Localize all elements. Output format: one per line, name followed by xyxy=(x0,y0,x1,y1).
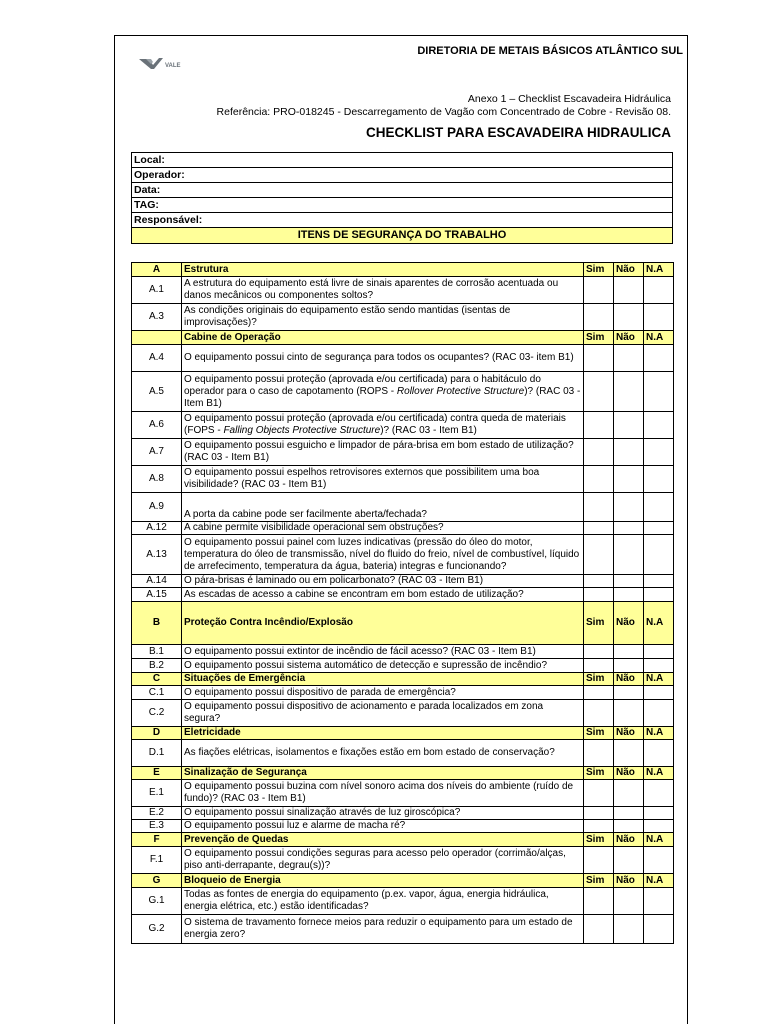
item-description: O equipamento possui buzina com nível sonoro acima dos níveis do ambiente (ruído de fundo)? (RAC 03 - Item B1) xyxy=(182,780,584,807)
item-code: C.2 xyxy=(132,700,182,727)
answer-cell-no[interactable] xyxy=(614,439,644,466)
section-title: Prevenção de Quedas xyxy=(182,833,584,847)
answer-header-no: Não xyxy=(614,833,644,847)
item-code: D xyxy=(132,727,182,740)
answer-header-na: N.A xyxy=(644,767,674,780)
item-description: As fiações elétricas, isolamentos e fixações estão em bom estado de conservação? xyxy=(182,740,584,767)
answer-cell-yes[interactable] xyxy=(584,277,614,304)
answer-cell-no[interactable] xyxy=(614,412,644,439)
answer-cell-na[interactable] xyxy=(644,740,674,767)
item-code: D.1 xyxy=(132,740,182,767)
answer-cell-yes[interactable] xyxy=(584,535,614,575)
item-code: E.1 xyxy=(132,780,182,807)
answer-cell-no[interactable] xyxy=(614,847,644,874)
checklist-row xyxy=(132,466,674,493)
answer-cell-no[interactable] xyxy=(614,686,644,700)
answer-header-na: N.A xyxy=(644,833,674,847)
answer-cell-na[interactable] xyxy=(644,659,674,673)
item-code xyxy=(132,331,182,345)
answer-header-na: N.A xyxy=(644,331,674,345)
section-header-row xyxy=(132,727,674,740)
answer-cell-yes[interactable] xyxy=(584,700,614,727)
item-description: O pára-brisas é laminado ou em policarbonato? (RAC 03 - Item B1) xyxy=(182,575,584,588)
section-header-row xyxy=(132,767,674,780)
item-code: G.2 xyxy=(132,915,182,944)
answer-cell-no[interactable] xyxy=(614,807,644,820)
answer-cell-yes[interactable] xyxy=(584,466,614,493)
answer-header-yes: Sim xyxy=(584,833,614,847)
checklist-row xyxy=(132,700,674,727)
answer-cell-no[interactable] xyxy=(614,304,644,331)
section-title: Cabine de Operação xyxy=(182,331,584,345)
item-code: A.6 xyxy=(132,412,182,439)
info-field-local[interactable]: Local: xyxy=(132,153,673,168)
info-field-operador[interactable]: Operador: xyxy=(132,168,673,183)
answer-cell-yes[interactable] xyxy=(584,645,614,659)
checklist-row xyxy=(132,888,674,915)
answer-cell-na[interactable] xyxy=(644,345,674,372)
item-code: A.13 xyxy=(132,535,182,575)
answer-cell-no[interactable] xyxy=(614,522,644,535)
item-code: A.12 xyxy=(132,522,182,535)
answer-cell-yes[interactable] xyxy=(584,575,614,588)
section-header-row xyxy=(132,833,674,847)
answer-cell-na[interactable] xyxy=(644,588,674,602)
section-title: Eletricidade xyxy=(182,727,584,740)
answer-cell-no[interactable] xyxy=(614,645,644,659)
answer-header-yes: Sim xyxy=(584,263,614,277)
answer-cell-na[interactable] xyxy=(644,780,674,807)
answer-cell-na[interactable] xyxy=(644,304,674,331)
item-code: A.3 xyxy=(132,304,182,331)
item-code: A.14 xyxy=(132,575,182,588)
item-description: O equipamento possui sinalização através de luz giroscópica? xyxy=(182,807,584,820)
item-code: A.5 xyxy=(132,372,182,412)
answer-cell-na[interactable] xyxy=(644,372,674,412)
checklist-row xyxy=(132,575,674,588)
info-field-responsavel[interactable]: Responsável: xyxy=(132,213,673,228)
checklist-table xyxy=(131,262,674,944)
item-description: A porta da cabine pode ser facilmente aberta/fechada? xyxy=(182,493,584,522)
section-header-row xyxy=(132,874,674,888)
answer-cell-yes[interactable] xyxy=(584,807,614,820)
checklist-row xyxy=(132,659,674,673)
answer-cell-no[interactable] xyxy=(614,588,644,602)
checklist-row xyxy=(132,645,674,659)
answer-cell-yes[interactable] xyxy=(584,915,614,944)
answer-header-na: N.A xyxy=(644,602,674,645)
item-description: O equipamento possui cinto de segurança para todos os ocupantes? (RAC 03- item B1) xyxy=(182,345,584,372)
answer-header-yes: Sim xyxy=(584,767,614,780)
answer-header-yes: Sim xyxy=(584,727,614,740)
answer-header-no: Não xyxy=(614,874,644,888)
section-title: Situações de Emergência xyxy=(182,673,584,686)
item-description: Todas as fontes de energia do equipamento (p.ex. vapor, água, energia hidráulica, energia elétrica, etc.) estão identificadas? xyxy=(182,888,584,915)
answer-cell-yes[interactable] xyxy=(584,372,614,412)
answer-cell-no[interactable] xyxy=(614,345,644,372)
answer-cell-no[interactable] xyxy=(614,659,644,673)
section-header-row xyxy=(132,602,674,645)
answer-cell-na[interactable] xyxy=(644,439,674,466)
checklist-row xyxy=(132,522,674,535)
checklist-row xyxy=(132,820,674,833)
checklist-row xyxy=(132,535,674,575)
answer-header-na: N.A xyxy=(644,263,674,277)
item-code: A.15 xyxy=(132,588,182,602)
checklist-row xyxy=(132,372,674,412)
item-code: C xyxy=(132,673,182,686)
answer-cell-na[interactable] xyxy=(644,466,674,493)
safety-section-title: ITENS DE SEGURANÇA DO TRABALHO xyxy=(132,228,673,244)
item-description: O equipamento possui dispositivo de acionamento e parada localizados em zona segura? xyxy=(182,700,584,727)
answer-cell-yes[interactable] xyxy=(584,740,614,767)
item-description: A estrutura do equipamento está livre de sinais aparentes de corrosão acentuada ou danos mecânicos ou componentes soltos? xyxy=(182,277,584,304)
answer-cell-no[interactable] xyxy=(614,535,644,575)
section-title: Bloqueio de Energia xyxy=(182,874,584,888)
item-description: As escadas de acesso a cabine se encontram em bom estado de utilização? xyxy=(182,588,584,602)
reference-label: Referência: PRO-018245 - Descarregamento de Vagão com Concentrado de Cobre - Revisão 08. xyxy=(216,106,671,118)
item-code: A.1 xyxy=(132,277,182,304)
answer-cell-no[interactable] xyxy=(614,780,644,807)
answer-cell-na[interactable] xyxy=(644,575,674,588)
item-description: A cabine permite visibilidade operacional sem obstruções? xyxy=(182,522,584,535)
answer-cell-yes[interactable] xyxy=(584,493,614,522)
item-description: O equipamento possui proteção (aprovada e/ou certificada) contra queda de materiais (FOPS - Falling Objects Protective Structure)? (RAC 03 - Item B1) xyxy=(182,412,584,439)
answer-header-na: N.A xyxy=(644,874,674,888)
checklist-row xyxy=(132,807,674,820)
item-description: O equipamento possui dispositivo de parada de emergência? xyxy=(182,686,584,700)
answer-header-na: N.A xyxy=(644,673,674,686)
checklist-row xyxy=(132,847,674,874)
item-description: O equipamento possui espelhos retrovisores externos que possibilitem uma boa visibilidade? (RAC 03 - Item B1) xyxy=(182,466,584,493)
item-code: G xyxy=(132,874,182,888)
answer-cell-na[interactable] xyxy=(644,888,674,915)
answer-header-yes: Sim xyxy=(584,602,614,645)
answer-cell-yes[interactable] xyxy=(584,780,614,807)
item-code: A.9 xyxy=(132,493,182,522)
answer-cell-no[interactable] xyxy=(614,700,644,727)
answer-cell-na[interactable] xyxy=(644,535,674,575)
item-code: A.7 xyxy=(132,439,182,466)
checklist-row xyxy=(132,277,674,304)
item-description: O sistema de travamento fornece meios para reduzir o equipamento para um estado de energia zero? xyxy=(182,915,584,944)
item-code: E xyxy=(132,767,182,780)
checklist-row xyxy=(132,412,674,439)
answer-cell-no[interactable] xyxy=(614,915,644,944)
answer-cell-na[interactable] xyxy=(644,915,674,944)
item-code: B.2 xyxy=(132,659,182,673)
item-description: As condições originais do equipamento estão sendo mantidas (isentas de improvisações)? xyxy=(182,304,584,331)
answer-cell-na[interactable] xyxy=(644,686,674,700)
answer-header-no: Não xyxy=(614,727,644,740)
answer-cell-na[interactable] xyxy=(644,412,674,439)
info-field-data[interactable]: Data: xyxy=(132,183,673,198)
answer-cell-yes[interactable] xyxy=(584,820,614,833)
item-code: F xyxy=(132,833,182,847)
answer-cell-yes[interactable] xyxy=(584,888,614,915)
checklist-title: CHECKLIST PARA ESCAVADEIRA HIDRAULICA xyxy=(365,125,671,140)
item-description: O equipamento possui extintor de incêndio de fácil acesso? (RAC 03 - Item B1) xyxy=(182,645,584,659)
info-table xyxy=(131,152,673,244)
answer-header-no: Não xyxy=(614,602,644,645)
answer-header-yes: Sim xyxy=(584,331,614,345)
item-code: E.2 xyxy=(132,807,182,820)
answer-cell-na[interactable] xyxy=(644,820,674,833)
item-description: O equipamento possui esguicho e limpador de pára-brisa em bom estado de utilização? (RAC 03 - Item B1) xyxy=(182,439,584,466)
answer-cell-na[interactable] xyxy=(644,277,674,304)
answer-cell-yes[interactable] xyxy=(584,522,614,535)
answer-cell-no[interactable] xyxy=(614,277,644,304)
answer-cell-no[interactable] xyxy=(614,372,644,412)
section-header-row xyxy=(132,331,674,345)
answer-cell-yes[interactable] xyxy=(584,304,614,331)
answer-header-no: Não xyxy=(614,673,644,686)
answer-header-no: Não xyxy=(614,331,644,345)
checklist-row xyxy=(132,345,674,372)
answer-cell-no[interactable] xyxy=(614,575,644,588)
section-title: Proteção Contra Incêndio/Explosão xyxy=(182,602,584,645)
item-code: A xyxy=(132,263,182,277)
section-header-row xyxy=(132,673,674,686)
answer-cell-na[interactable] xyxy=(644,645,674,659)
annex-label: Anexo 1 – Checklist Escavadeira Hidráulica xyxy=(467,93,671,105)
item-description: O equipamento possui proteção (aprovada e/ou certificada) para o habitáculo do operador para o caso de capotamento (ROPS - Rollover Protective Structure)? (RAC 03 - Item B1) xyxy=(182,372,584,412)
item-description: O equipamento possui condições seguras para acesso pelo operador (corrimão/alças, piso anti-derrapante, degrau(s))? xyxy=(182,847,584,874)
item-code: A.8 xyxy=(132,466,182,493)
item-code: F.1 xyxy=(132,847,182,874)
answer-cell-na[interactable] xyxy=(644,807,674,820)
answer-header-no: Não xyxy=(614,767,644,780)
checklist-row xyxy=(132,439,674,466)
vale-logo xyxy=(137,55,197,71)
section-header-row xyxy=(132,263,674,277)
item-code: C.1 xyxy=(132,686,182,700)
answer-cell-no[interactable] xyxy=(614,888,644,915)
checklist-row xyxy=(132,740,674,767)
answer-cell-yes[interactable] xyxy=(584,686,614,700)
answer-cell-yes[interactable] xyxy=(584,439,614,466)
answer-header-yes: Sim xyxy=(584,874,614,888)
item-code: B.1 xyxy=(132,645,182,659)
answer-cell-yes[interactable] xyxy=(584,345,614,372)
section-title: Sinalização de Segurança xyxy=(182,767,584,780)
item-code: B xyxy=(132,602,182,645)
answer-cell-no[interactable] xyxy=(614,466,644,493)
item-description: O equipamento possui sistema automático de detecção e supressão de incêndio? xyxy=(182,659,584,673)
answer-cell-no[interactable] xyxy=(614,493,644,522)
svg-text:VALE: VALE xyxy=(165,63,181,69)
item-code: A.4 xyxy=(132,345,182,372)
answer-cell-yes[interactable] xyxy=(584,847,614,874)
answer-cell-yes[interactable] xyxy=(584,659,614,673)
checklist-row xyxy=(132,493,674,522)
info-field-tag[interactable]: TAG: xyxy=(132,198,673,213)
item-code: G.1 xyxy=(132,888,182,915)
checklist-row xyxy=(132,915,674,944)
answer-cell-na[interactable] xyxy=(644,522,674,535)
answer-cell-na[interactable] xyxy=(644,493,674,522)
answer-cell-no[interactable] xyxy=(614,740,644,767)
item-code: E.3 xyxy=(132,820,182,833)
checklist-row xyxy=(132,780,674,807)
section-title: Estrutura xyxy=(182,263,584,277)
item-description: O equipamento possui painel com luzes indicativas (pressão do óleo do motor, temperatura do óleo de transmissão, nível do fluido do freio, nível de combustível, líquido de arrefecimento, temperatura da água, bateria) integras e funcionando? xyxy=(182,535,584,575)
checklist-row xyxy=(132,588,674,602)
answer-header-na: N.A xyxy=(644,727,674,740)
answer-cell-yes[interactable] xyxy=(584,412,614,439)
company-name: DIRETORIA DE METAIS BÁSICOS ATLÂNTICO SUL xyxy=(417,45,683,57)
item-description: O equipamento possui luz e alarme de macha ré? xyxy=(182,820,584,833)
answer-cell-na[interactable] xyxy=(644,700,674,727)
answer-header-yes: Sim xyxy=(584,673,614,686)
checklist-row xyxy=(132,304,674,331)
answer-header-no: Não xyxy=(614,263,644,277)
answer-cell-no[interactable] xyxy=(614,820,644,833)
answer-cell-yes[interactable] xyxy=(584,588,614,602)
answer-cell-na[interactable] xyxy=(644,847,674,874)
checklist-row xyxy=(132,686,674,700)
